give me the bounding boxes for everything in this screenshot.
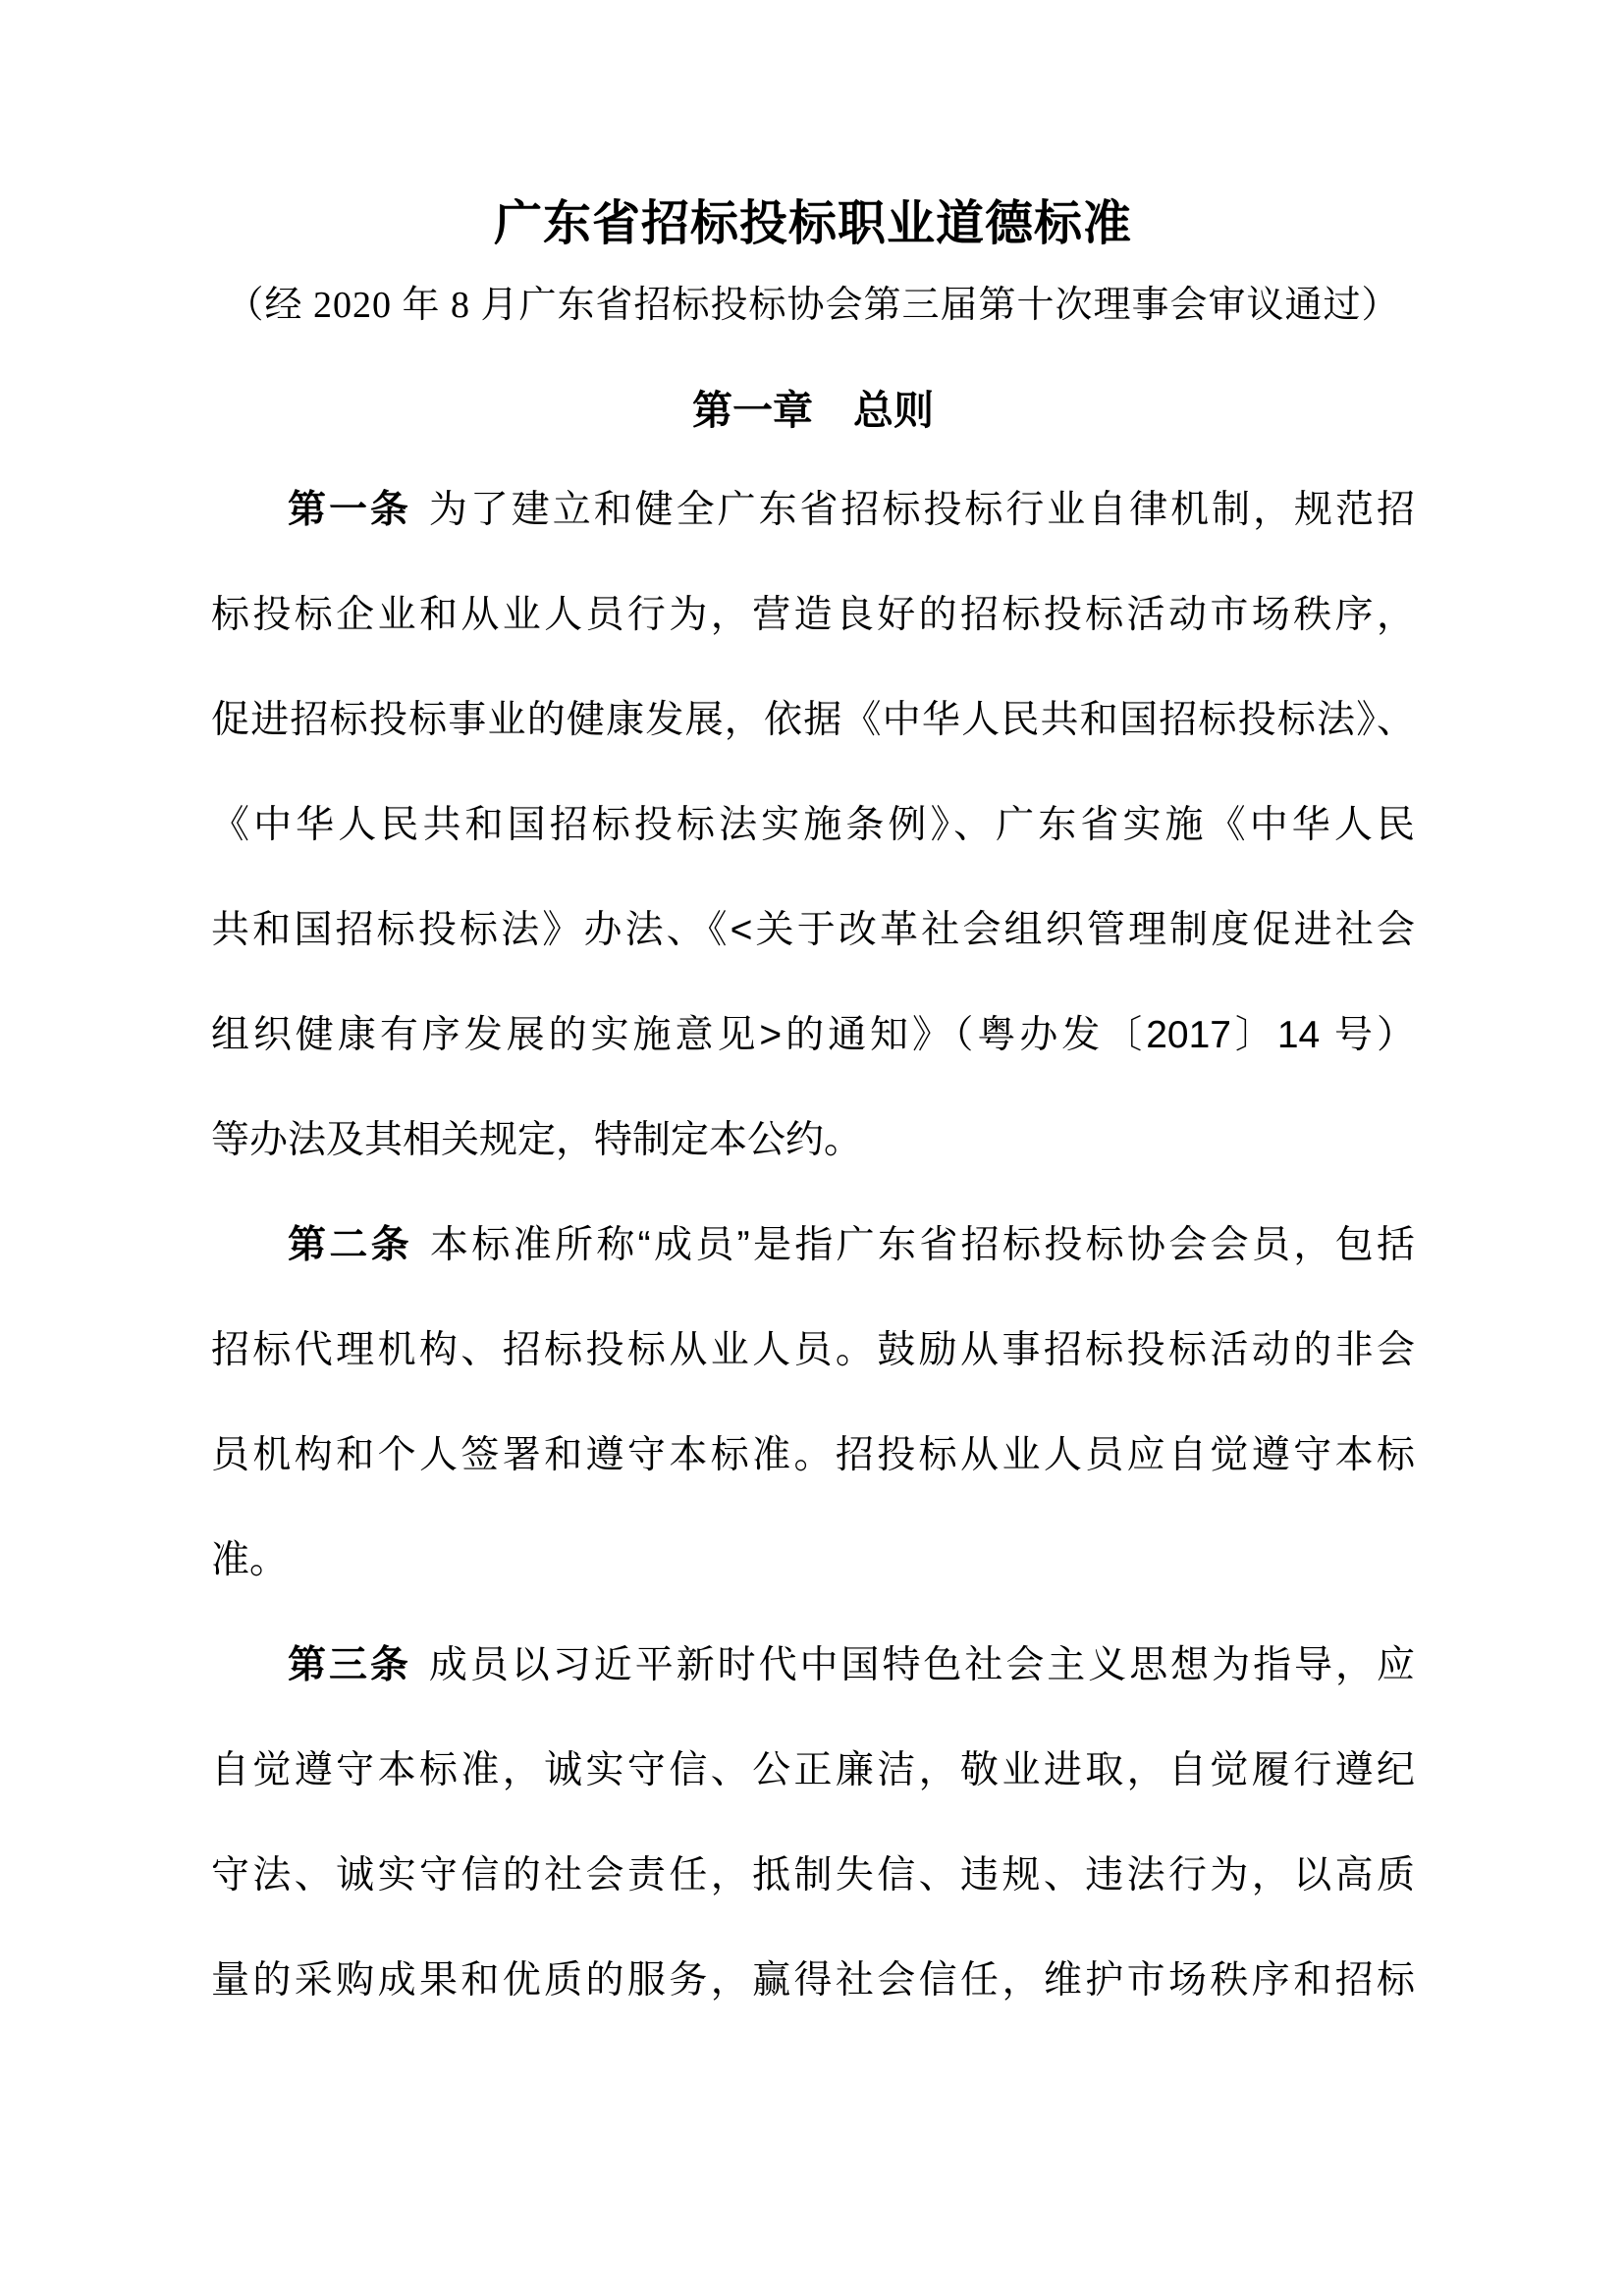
article-1-line-4: 《中华人民共和国招标投标法实施条例》、广东省实施《中华人民 — [211, 804, 1415, 846]
article-3-line-1 — [211, 1613, 1415, 1718]
article-2-text: 本标准所称“成员”是指广东省招标投标协会会员，包括 — [430, 1224, 1415, 1266]
document-content — [211, 0, 1415, 2033]
document-subtitle: （经 2020 年 8 月广东省招标投标协会第三届第十次理事会审议通过） — [226, 285, 1400, 326]
articles-container — [211, 457, 1415, 2033]
article-1-line-5: 共和国招标投标法》办法、《<关于改革社会组织管理制度促进社会 — [211, 909, 1415, 951]
article-3-line-3: 守法、诚实守信的社会责任，抵制失信、违规、违法行为，以高质 — [211, 1854, 1415, 1896]
article-2-line-2: 招标代理机构、招标投标从业人员。鼓励从事招标投标活动的非会 — [211, 1329, 1415, 1371]
document-title: 广东省招标投标职业道德标准 — [493, 197, 1132, 250]
article-2-label: 第二条 — [288, 1224, 413, 1266]
article-1-line-1 — [211, 457, 1415, 562]
article-1-line-3: 促进招标投标事业的健康发展，依据《中华人民共和国招标投标法》、 — [211, 699, 1415, 741]
article-1-line-7: 等办法及其相关规定，特制定本公约。 — [211, 1119, 863, 1161]
article-1-label: 第一条 — [288, 489, 411, 531]
article-1-line-2: 标投标企业和从业人员行为，营造良好的招标投标活动市场秩序， — [211, 594, 1415, 636]
article-3-text: 成员以习近平新时代中国特色社会主义思想为指导，应 — [428, 1644, 1415, 1686]
article-1-text: 为了建立和健全广东省招标投标行业自律机制，规范招 — [428, 489, 1415, 531]
article-2-line-4: 准。 — [211, 1539, 289, 1581]
article-3-label: 第三条 — [288, 1644, 411, 1686]
article-3-line-4: 量的采购成果和优质的服务，赢得社会信任，维护市场秩序和招标 — [211, 1959, 1415, 2002]
article-2-line-1 — [211, 1193, 1415, 1298]
chapter-heading: 第一章 总则 — [692, 388, 934, 433]
article-3-line-2: 自觉遵守本标准，诚实守信、公正廉洁，敬业进取，自觉履行遵纪 — [211, 1749, 1415, 1791]
article-2-line-3: 员机构和个人签署和遵守本标准。招投标从业人员应自觉遵守本标 — [211, 1434, 1415, 1476]
article-1-line-6: 组织健康有序发展的实施意见>的通知》（粤办发〔2017〕14 号） — [211, 1014, 1415, 1056]
